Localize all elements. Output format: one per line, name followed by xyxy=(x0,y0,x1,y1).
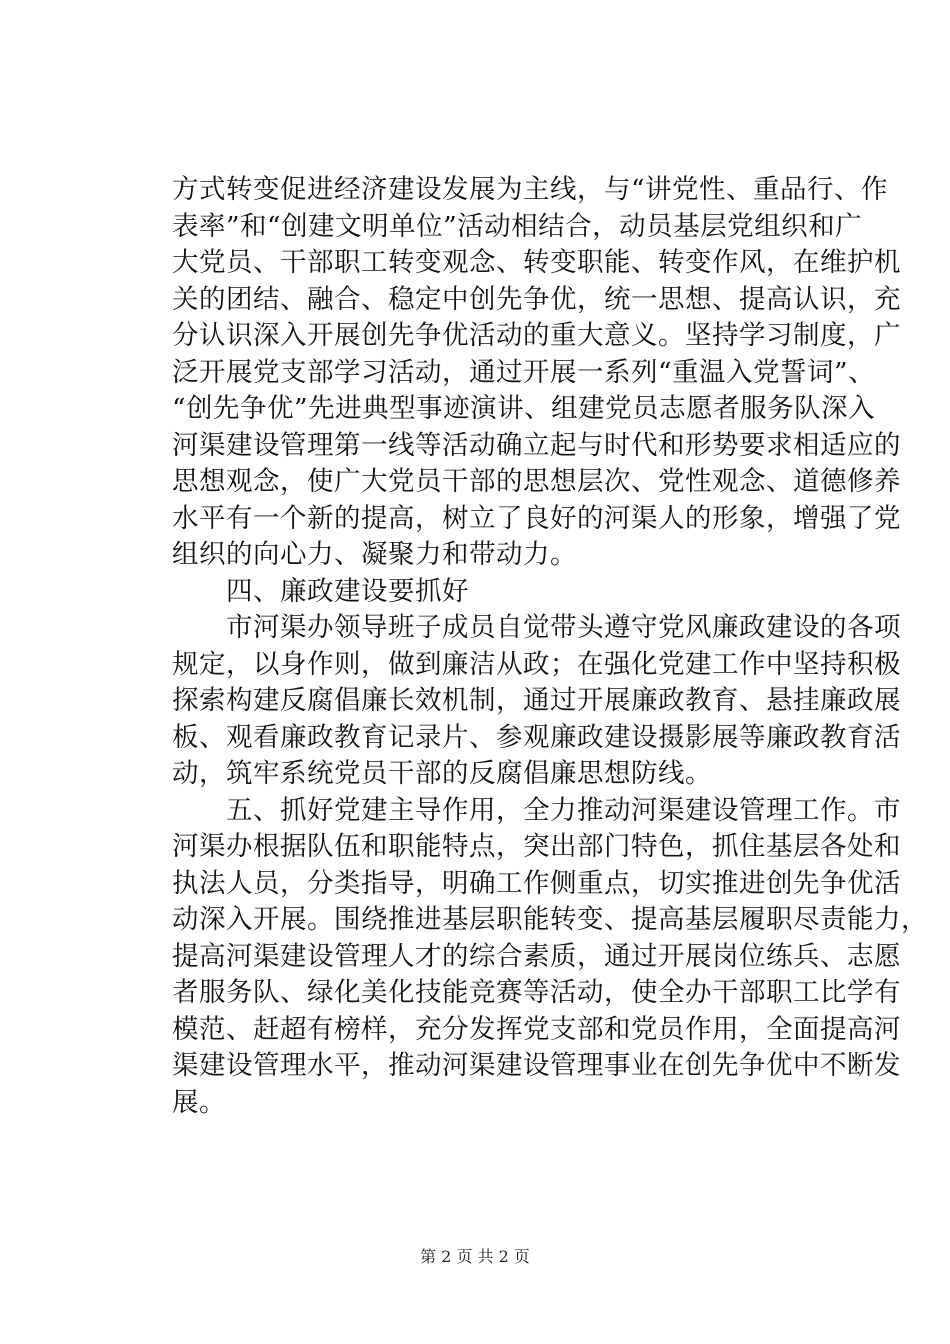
text-line: “创先争优”先进典型事迹演讲、组建党员志愿者服务队深入 xyxy=(172,393,876,424)
text-line: 执法人员，分类指导，明确工作侧重点，切实推进创先争优活 xyxy=(172,867,901,899)
text-line: 板、观看廉政教育记录片、参观廉政建设摄影展等廉政教育活 xyxy=(172,721,901,753)
text-line: 分认识深入开展创先争优活动的重大意义。坚持学习制度，广 xyxy=(172,320,901,351)
text-line: 组织的向心力、凝聚力和带动力。 xyxy=(172,539,577,570)
text-line: 规定，以身作则，做到廉洁从政；在强化党建工作中坚持积极 xyxy=(172,648,901,680)
text-line: 方式转变促进经济建设发展为主线，与“讲党性、重品行、作 xyxy=(172,174,889,205)
text-line: 河渠办根据队伍和职能特点，突出部门特色，抓住基层各处和 xyxy=(172,831,901,862)
text-line: 泛开展党支部学习活动，通过开展一系列“重温入党誓词”、 xyxy=(172,356,876,388)
text-line: 提高河渠建设管理人才的综合素质，通过开展岗位练兵、志愿 xyxy=(172,940,901,972)
text-line: 模范、赶超有榜样，充分发挥党支部和党员作用，全面提高河 xyxy=(172,1013,901,1045)
text-line: 动，筑牢系统党员干部的反腐倡廉思想防线。 xyxy=(172,758,712,789)
section-heading-5: 五、抓好党建主导作用，全力推动河渠建设管理工作。市 xyxy=(172,794,901,826)
text-line: 思想观念，使广大党员干部的思想层次、党性观念、道德修养 xyxy=(172,466,901,497)
text-line: 河渠建设管理第一线等活动确立起与时代和形势要求相适应的 xyxy=(172,429,901,461)
text-line: 关的团结、融合、稳定中创先争优，统一思想、提高认识，充 xyxy=(172,283,901,315)
text-line: 渠建设管理水平，推动河渠建设管理事业在创先争优中不断发 xyxy=(172,1050,901,1081)
text-line: 展。 xyxy=(172,1086,226,1118)
text-line: 表率”和“创建文明单位”活动相结合，动员基层党组织和广 xyxy=(172,210,863,242)
section-heading-4: 四、廉政建设要抓好 xyxy=(172,575,469,607)
text-line: 市河渠办领导班子成员自觉带头遵守党风廉政建设的各项 xyxy=(172,612,901,643)
text-line: 探索构建反腐倡廉长效机制，通过开展廉政教育、悬挂廉政展 xyxy=(172,685,901,716)
text-line: 水平有一个新的提高，树立了良好的河渠人的形象，增强了党 xyxy=(172,502,901,534)
document-body xyxy=(172,172,928,1121)
text-line: 者服务队、绿化美化技能竞赛等活动，使全办干部职工比学有 xyxy=(172,977,901,1008)
text-line: 大党员、干部职工转变观念、转变职能、转变作风，在维护机 xyxy=(172,247,901,278)
page-footer: 第 2 页 共 2 页 xyxy=(420,1247,530,1266)
text-line: 动深入开展。围绕推进基层职能转变、提高基层履职尽责能力， xyxy=(172,904,928,935)
